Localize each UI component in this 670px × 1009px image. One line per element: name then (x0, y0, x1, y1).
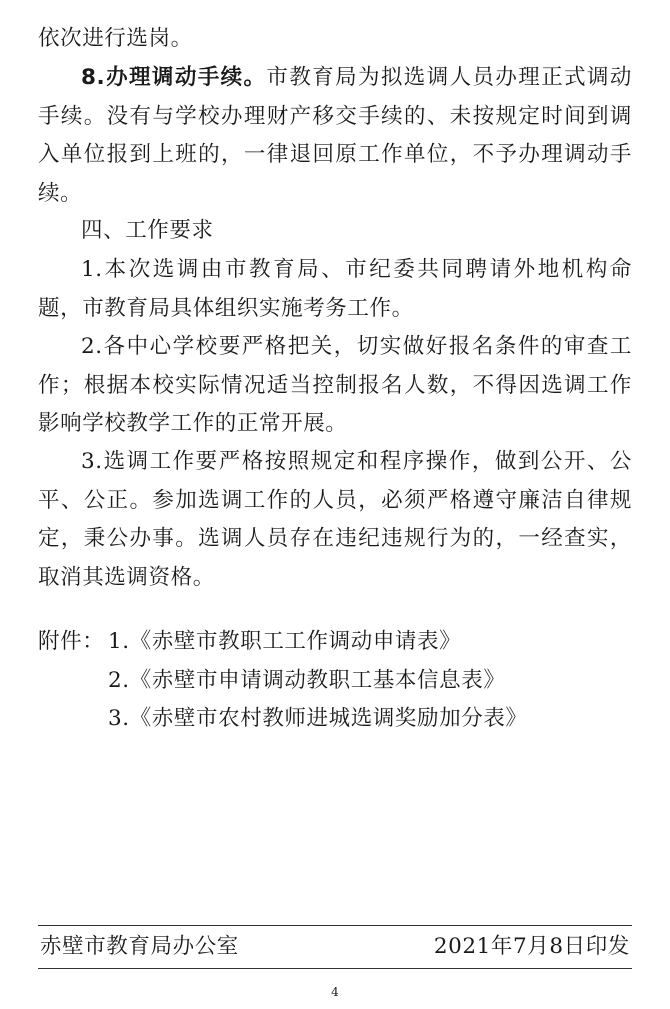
attachments-label: 附件： (38, 629, 105, 654)
requirement-item-1: 1.本次选调由市教育局、市纪委共同聘请外地机构命题，市教育局具体组织实施考务工作。 (38, 257, 632, 321)
section-4-heading: 四、工作要求 (81, 218, 214, 243)
footer-bottom-rule (38, 968, 632, 969)
attachment-item-2: 2.《赤壁市申请调动教职工基本信息表》 (108, 668, 506, 693)
footer-issuer: 赤壁市教育局办公室 (40, 934, 239, 959)
attachment-item-1: 1.《赤壁市教职工工作调动申请表》 (108, 629, 462, 654)
footer-top-rule (38, 925, 632, 926)
step-8-body: 市教育局为拟选调人员办理正式调动手续。没有与学校办理财产移交手续的、未按规定时间到调入单位报到上班的，一律退回原工作单位，不予办理调动手续。 (38, 65, 632, 206)
step-8-title: 8.办理调动手续。 (81, 65, 267, 90)
requirement-item-3: 3.选调工作要严格按照规定和程序操作，做到公开、公平、公正。参加选调工作的人员，必须严格遵守廉洁自律规定，秉公办事。选调人员存在违纪违规行为的，一经查实，取消其选调资格。 (38, 449, 632, 590)
requirement-item-2: 2.各中心学校要严格把关，切实做好报名条件的审查工作；根据本校实际情况适当控制报名人数，不得因选调工作影响学校教学工作的正常开展。 (38, 334, 632, 436)
continuation-text: 依次进行选岗。 (38, 26, 193, 51)
page-number: 4 (331, 985, 339, 999)
step-8-paragraph (38, 59, 632, 213)
attachment-item-3: 3.《赤壁市农村教师进城选调奖励加分表》 (108, 706, 528, 731)
footer-issue-date: 2021年7月8日印发 (433, 934, 630, 959)
